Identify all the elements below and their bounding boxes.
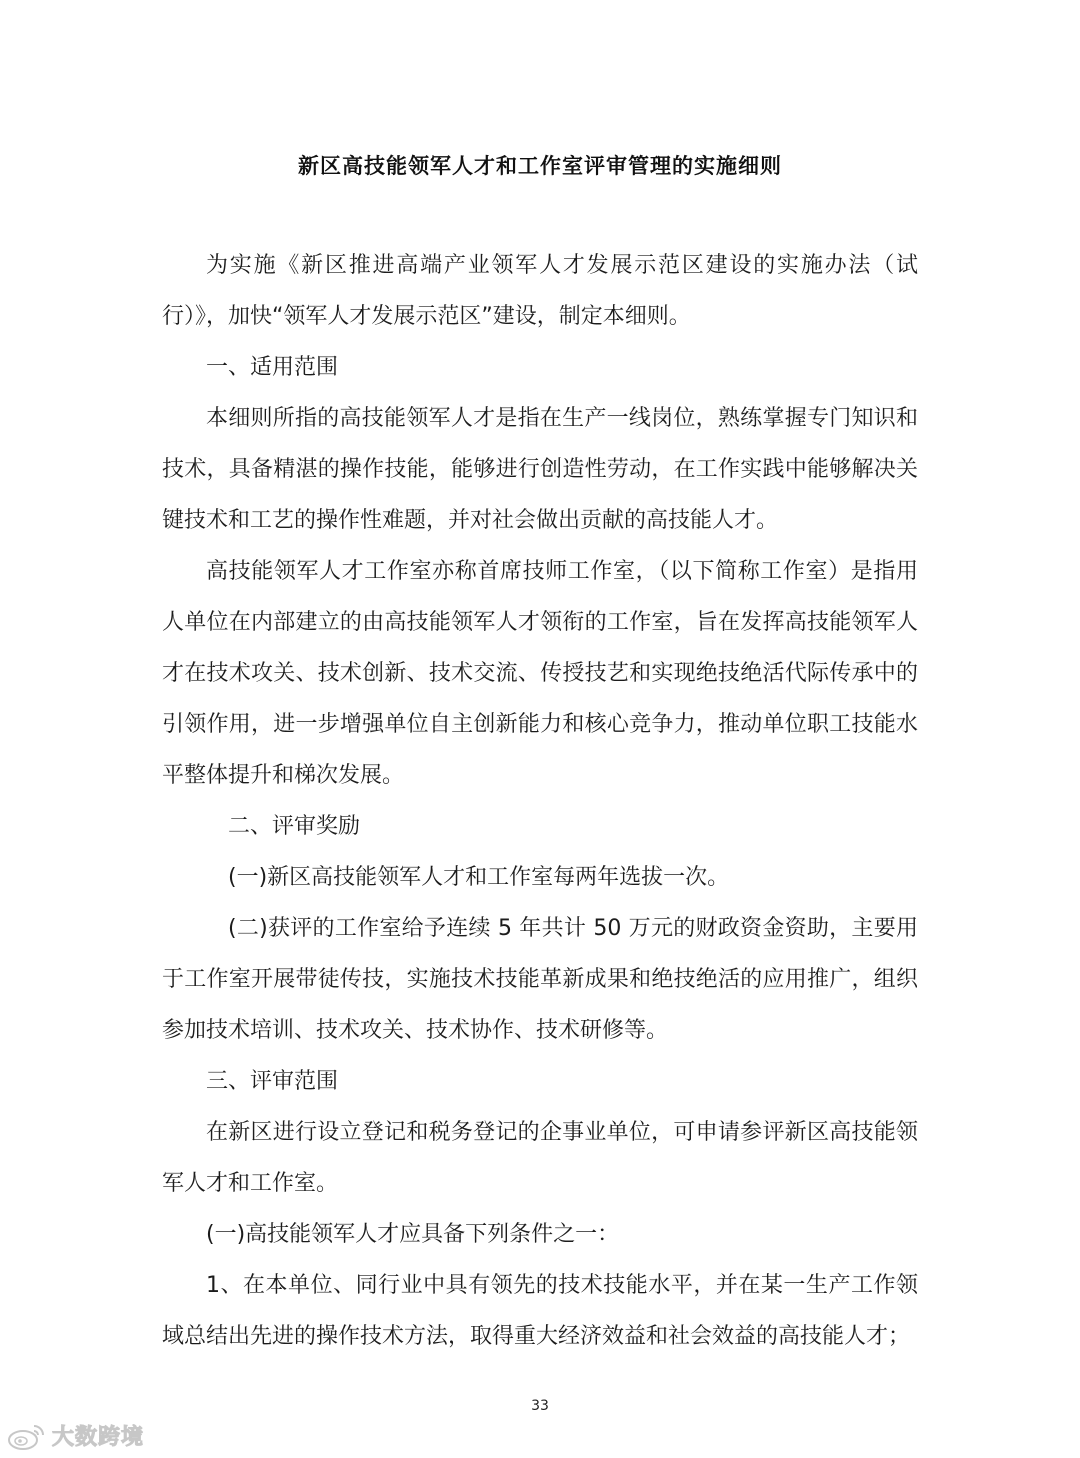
intro-paragraph: 为实施《新区推进高端产业领军人才发展示范区建设的实施办法（试行）》，加快“领军人才发展示范区”建设，制定本细则。 — [162, 253, 918, 329]
section-heading-awards: 二、评审奖励 — [228, 814, 361, 839]
section-heading-review-scope: 三、评审范围 — [206, 1069, 339, 1094]
page-number: 33 — [531, 1398, 549, 1414]
review-scope-paragraph: 在新区进行设立登记和税务登记的企事业单位，可申请参评新区高技能领军人才和工作室。 — [162, 1120, 918, 1196]
section-heading-scope: 一、适用范围 — [206, 355, 339, 380]
awards-item-1: (一)新区高技能领军人才和工作室每两年选拔一次。 — [228, 865, 730, 890]
scope-paragraph-2: 高技能领军人才工作室亦称首席技师工作室，（以下简称工作室）是指用人单位在内部建立的由高技能领军人才领衔的工作室，旨在发挥高技能领军人才在技术攻关、技术创新、技术交流、传授技艺和实现绝技绝活代际传承中的引领作用，进一步增强单位自主创新能力和核心竞争力，推动单位职工技能水平整体提升和梯次发展。 — [162, 559, 918, 788]
document-title: 新区高技能领军人才和工作室评审管理的实施细则 — [298, 154, 782, 178]
watermark — [6, 1420, 144, 1451]
conditions-heading: (一)高技能领军人才应具备下列条件之一： — [206, 1222, 620, 1247]
awards-item-2: (二)获评的工作室给予连续 5 年共计 50 万元的财政资金资助，主要用于工作室开展带徒传技，实施技术技能革新成果和绝技绝活的应用推广，组织参加技术培训、技术攻关、技术协作、技术研修等。 — [162, 916, 918, 1043]
document-body — [162, 240, 918, 1362]
watermark-text: 大数跨境 — [52, 1425, 145, 1450]
weibo-logo-icon — [6, 1421, 46, 1451]
condition-item-1: 1、在本单位、同行业中具有领先的技术技能水平，并在某一生产工作领域总结出先进的操作技术方法，取得重大经济效益和社会效益的高技能人才； — [162, 1273, 918, 1349]
scope-paragraph-1: 本细则所指的高技能领军人才是指在生产一线岗位，熟练掌握专门知识和技术，具备精湛的操作技能，能够进行创造性劳动，在工作实践中能够解决关键技术和工艺的操作性难题，并对社会做出贡献的高技能人才。 — [162, 406, 918, 533]
